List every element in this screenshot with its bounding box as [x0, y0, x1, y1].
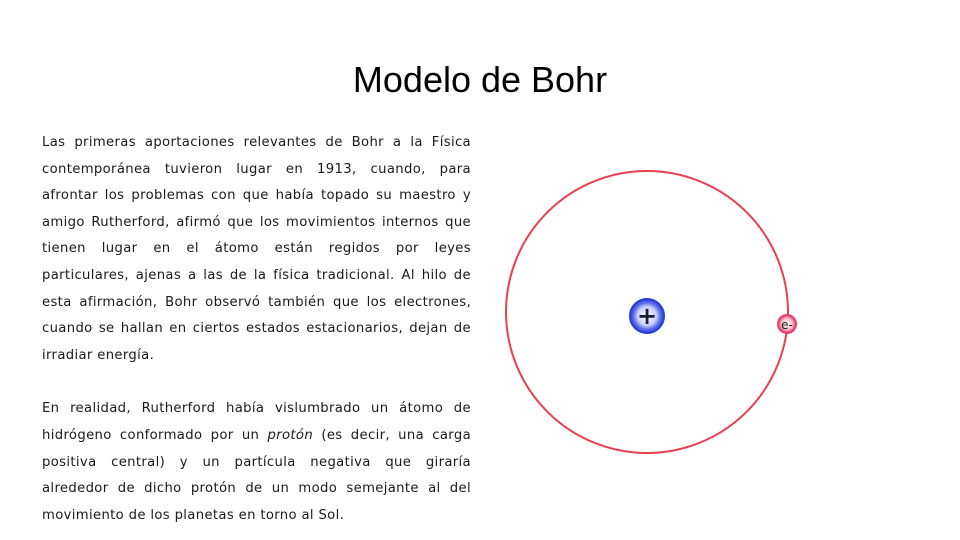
nucleus-plus-icon: +: [636, 302, 658, 330]
slide-title: Modelo de Bohr: [352, 59, 608, 100]
electron: [778, 315, 796, 333]
emphasis-proton: protón: [267, 427, 314, 443]
nucleus: [630, 299, 664, 333]
bohr-atom-diagram: [490, 150, 820, 480]
body-text: [42, 130, 471, 540]
paragraph-2: [42, 396, 471, 529]
paragraph-2-start: En realidad, Rutherford había vislumbrado un átomo de hidrógeno conformado por un: [42, 401, 471, 443]
electron-label: e-: [781, 318, 793, 332]
paragraph-1: Las primeras aportaciones relevantes de Bohr a la Física contemporánea tuvieron lugar en 1913, cuando, para afrontar los problemas con que había topado su maestro y amigo Rutherford, afirmó que los movimientos internos que tienen lugar en el átomo están regidos por leyes particulares, ajenas a las de la física tradicional. Al hilo de esta afirmación, Bohr observó también que los electrones, cuando se hallan en ciertos estados estacionarios, dejan de irradiar energía.: [42, 135, 471, 363]
paragraph-2-end: (es decir, una carga positiva central) y un partícula negativa que giraría alrededor de dicho protón de un modo semejante al del movimiento de los planetas en torno al Sol.: [42, 427, 471, 523]
